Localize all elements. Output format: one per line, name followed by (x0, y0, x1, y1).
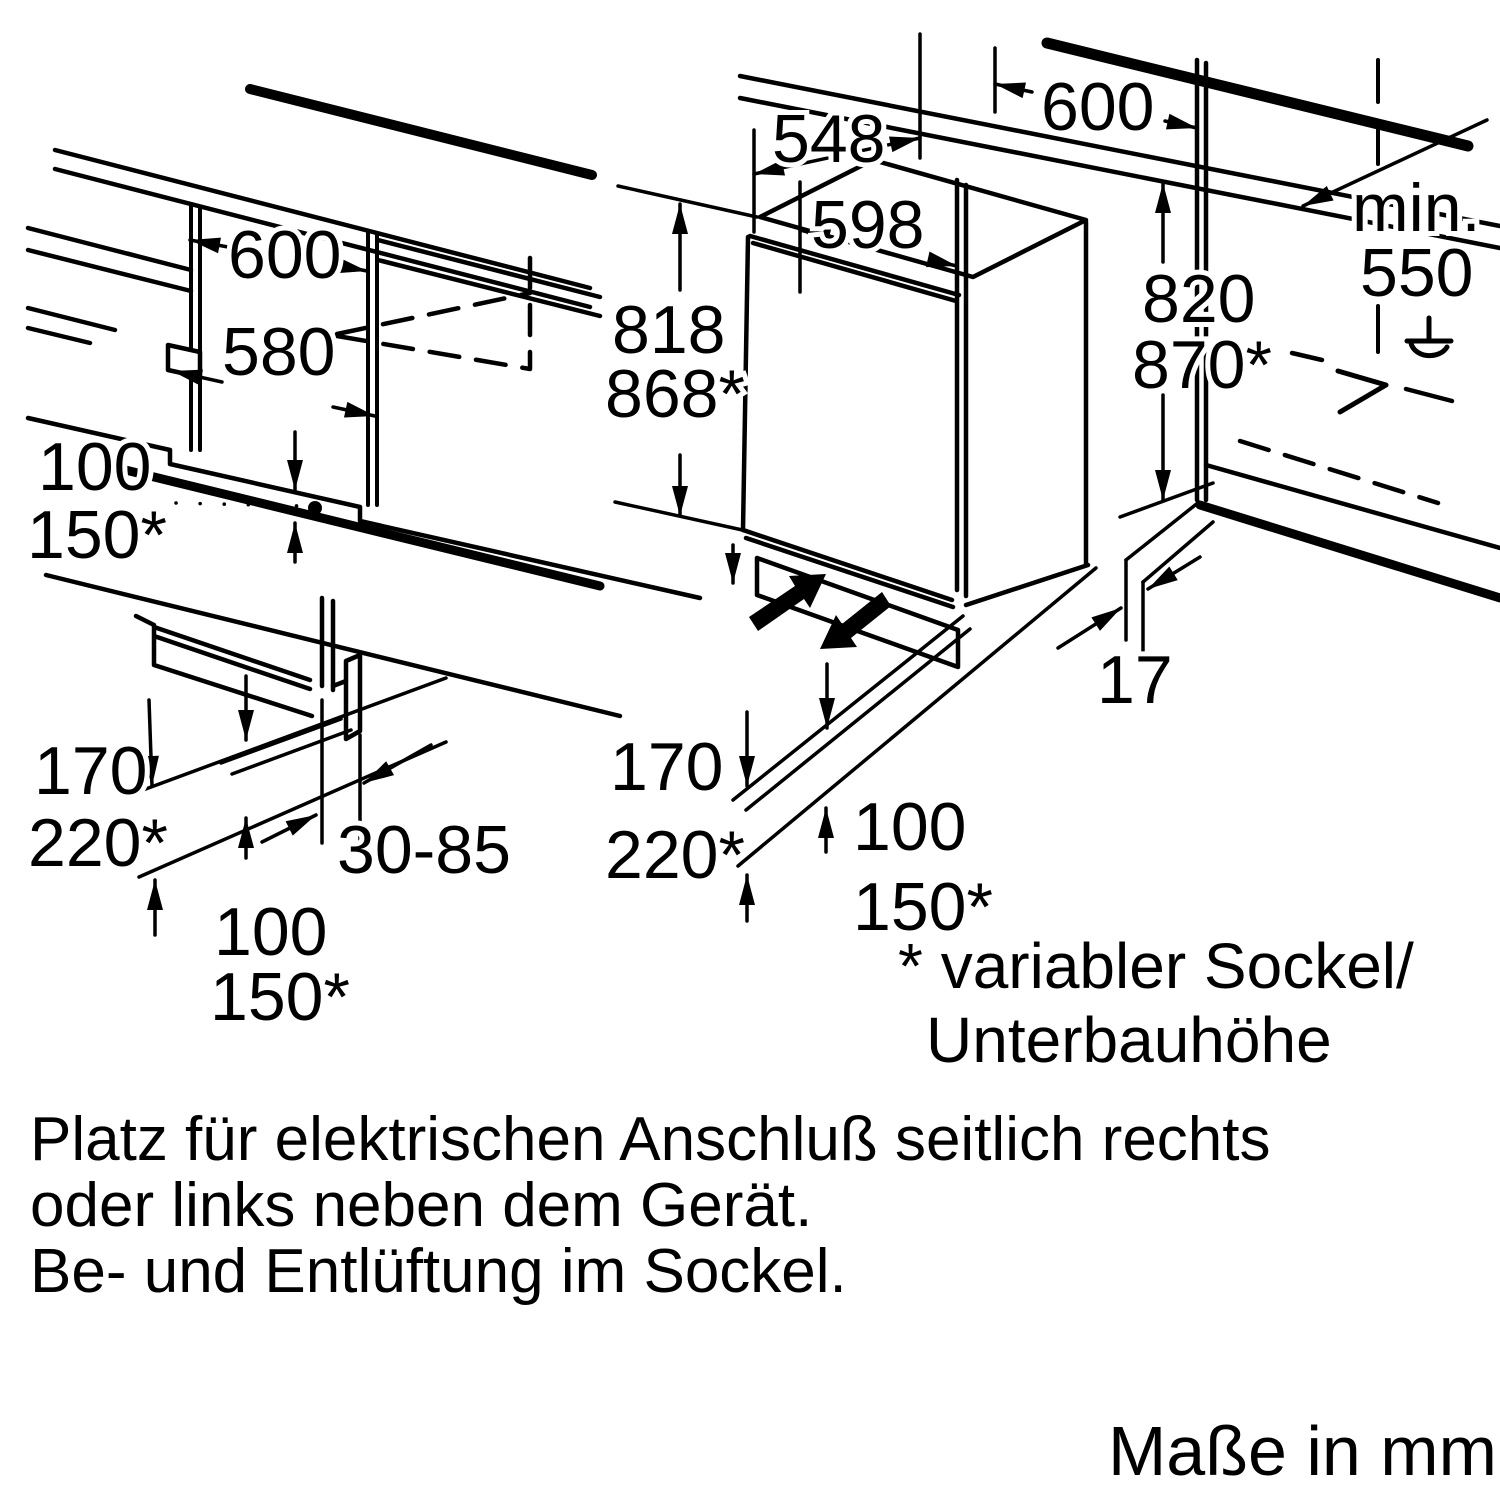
niche-right-post (368, 232, 377, 505)
dim-label-width: 598 (811, 187, 925, 263)
appliance-isometric-view (605, 34, 1500, 945)
dim-label-plinth-height-right: 100 (853, 789, 967, 865)
dim-label-niche-height: 820 (1142, 261, 1256, 337)
dim-label-niche-width-right: 600 (1041, 69, 1155, 145)
wall-edge-line (250, 89, 592, 175)
dim-label-recess-height-var: 220* (28, 805, 168, 881)
dim-label-side-gap: 17 (1097, 642, 1173, 718)
footnote-line2: Unterbauhöhe (926, 1004, 1332, 1076)
footnote-block (898, 930, 1414, 1076)
dim-label-recess-height-right: 170 (610, 729, 724, 805)
dim-label-min-value: 550 (1360, 235, 1474, 311)
plinth-detail-view (28, 598, 511, 1035)
dim-min-depth (1303, 60, 1487, 352)
dim-niche-depth (172, 314, 375, 416)
chevron-mark (1338, 371, 1386, 412)
dim-label-plinth-height-var: 150* (210, 959, 350, 1035)
dim-label-plinth-height: 100 (38, 429, 152, 505)
floor-line (105, 465, 600, 586)
dim-plinth-recess-right (605, 664, 993, 945)
dim-label-plinth-height-var-right: 150* (853, 869, 993, 945)
dim-label-height: 818 (612, 292, 726, 368)
floor-line-right (1200, 505, 1500, 598)
dim-label-niche-depth: 580 (222, 314, 336, 390)
reference-dot (308, 501, 322, 515)
dim-niche-width (190, 217, 367, 293)
plinth-board (346, 655, 360, 739)
niche-front-view (27, 89, 700, 716)
appliance-side-face (966, 220, 1088, 605)
dim-label-recess-height-var-right: 220* (605, 817, 745, 893)
dim-label-min: min. (1352, 170, 1481, 246)
notes-block (30, 1105, 1271, 1306)
dim-label-recess-height: 170 (34, 733, 148, 809)
note-line2: oder links neben dem Gerät. (30, 1171, 813, 1240)
hidden-edge (337, 293, 530, 334)
dim-appliance-height (605, 186, 757, 583)
recess-level-line (143, 678, 446, 790)
dim-label-plinth-height: 100 (214, 894, 328, 970)
dim-label-niche-width: 600 (228, 217, 342, 293)
units-note: Maße in mm (1108, 1412, 1497, 1490)
dim-niche-height (1132, 183, 1272, 500)
cabinet-bottom-beam (154, 627, 312, 716)
dim-label-depth-top: 548 (772, 101, 886, 177)
note-line1: Platz für elektrischen Anschluß seitlich rechts (30, 1105, 1271, 1174)
dim-label-height-var: 868* (605, 356, 745, 432)
power-socket-icon (1407, 318, 1451, 356)
note-line3: Be- und Entlüftung im Sockel. (30, 1237, 847, 1306)
footnote-line1: * variabler Sockel/ (898, 930, 1414, 1002)
dim-label-niche-height-var: 870* (1132, 327, 1272, 403)
dim-label-plinth-height-var: 150* (27, 497, 167, 573)
dim-label-recess-depth: 30-85 (337, 812, 511, 888)
